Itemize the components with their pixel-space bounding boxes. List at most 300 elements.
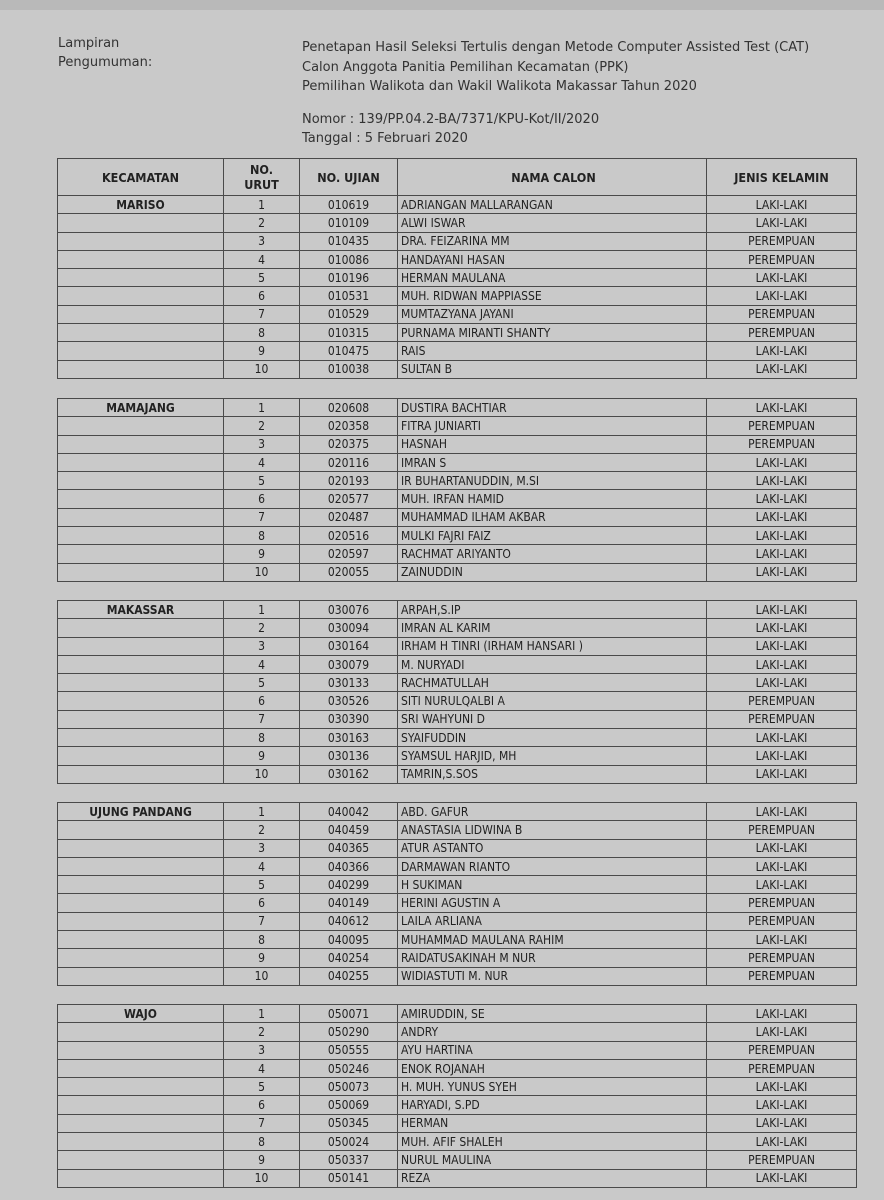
no-urut-cell: 3	[224, 637, 300, 655]
kecamatan-cell	[58, 453, 224, 471]
table-row	[58, 232, 857, 250]
nama-calon-cell: IMRAN S	[398, 453, 707, 471]
jenis-kelamin-cell: PEREMPUAN	[707, 710, 857, 728]
jenis-kelamin-cell: PEREMPUAN	[707, 821, 857, 839]
kecamatan-cell	[58, 912, 224, 930]
col-jenis-kelamin: JENIS KELAMIN	[707, 159, 857, 196]
jenis-kelamin-cell: LAKI-LAKI	[707, 269, 857, 287]
table-row	[58, 435, 857, 453]
nama-calon-cell: HASNAH	[398, 435, 707, 453]
kecamatan-cell	[58, 1023, 224, 1041]
no-urut-cell: 7	[224, 508, 300, 526]
no-urut-cell: 1	[224, 1005, 300, 1023]
no-urut-cell: 6	[224, 692, 300, 710]
nama-calon-cell: DUSTIRA BACHTIAR	[398, 399, 707, 417]
jenis-kelamin-cell: PEREMPUAN	[707, 324, 857, 342]
jenis-kelamin-cell: LAKI-LAKI	[707, 1169, 857, 1187]
section-table	[57, 1004, 857, 1188]
nama-calon-cell: IR BUHARTANUDDIN, M.SI	[398, 472, 707, 490]
jenis-kelamin-cell: LAKI-LAKI	[707, 747, 857, 765]
no-ujian-cell: 020608	[300, 399, 398, 417]
nama-calon-cell: ANASTASIA LIDWINA B	[398, 821, 707, 839]
nama-calon-cell: AYU HARTINA	[398, 1041, 707, 1059]
table-row	[58, 619, 857, 637]
jenis-kelamin-cell: LAKI-LAKI	[707, 876, 857, 894]
kecamatan-cell	[58, 710, 224, 728]
nama-calon-cell: IMRAN AL KARIM	[398, 619, 707, 637]
no-ujian-cell: 050069	[300, 1096, 398, 1114]
no-urut-cell: 2	[224, 214, 300, 232]
kecamatan-cell	[58, 490, 224, 508]
table-row	[58, 250, 857, 268]
nama-calon-cell: ARPAH,S.IP	[398, 601, 707, 619]
nama-calon-cell: M. NURYADI	[398, 655, 707, 673]
kecamatan-cell	[58, 287, 224, 305]
kecamatan-cell	[58, 857, 224, 875]
no-urut-cell: 6	[224, 490, 300, 508]
no-urut-cell: 10	[224, 360, 300, 378]
nama-calon-cell: MUHAMMAD MAULANA RAHIM	[398, 931, 707, 949]
kecamatan-cell	[58, 342, 224, 360]
kecamatan-cell	[58, 1096, 224, 1114]
no-urut-cell: 1	[224, 399, 300, 417]
table-row	[58, 747, 857, 765]
table-row	[58, 931, 857, 949]
section-table	[57, 195, 857, 379]
no-ujian-cell: 020577	[300, 490, 398, 508]
kecamatan-cell	[58, 269, 224, 287]
table-row	[58, 803, 857, 821]
jenis-kelamin-cell: PEREMPUAN	[707, 417, 857, 435]
table-row	[58, 214, 857, 232]
no-urut-cell: 5	[224, 269, 300, 287]
table-row	[58, 360, 857, 378]
nama-calon-cell: NURUL MAULINA	[398, 1151, 707, 1169]
table-row	[58, 857, 857, 875]
table-row	[58, 1059, 857, 1077]
nama-calon-cell: RAIDATUSAKINAH M NUR	[398, 949, 707, 967]
kecamatan-cell	[58, 417, 224, 435]
document-meta	[302, 110, 599, 148]
jenis-kelamin-cell: PEREMPUAN	[707, 232, 857, 250]
table-row	[58, 821, 857, 839]
no-ujian-cell: 030079	[300, 655, 398, 673]
nama-calon-cell: H SUKIMAN	[398, 876, 707, 894]
jenis-kelamin-cell: LAKI-LAKI	[707, 765, 857, 783]
nama-calon-cell: TAMRIN,S.SOS	[398, 765, 707, 783]
table-row	[58, 287, 857, 305]
no-urut-cell: 9	[224, 342, 300, 360]
col-no-ujian: NO. UJIAN	[300, 159, 398, 196]
title-line-1: Penetapan Hasil Seleksi Tertulis dengan Metode Computer Assisted Test (CAT)	[302, 40, 810, 55]
table-row	[58, 637, 857, 655]
no-ujian-cell: 040095	[300, 931, 398, 949]
jenis-kelamin-cell: LAKI-LAKI	[707, 655, 857, 673]
nama-calon-cell: DRA. FEIZARINA MM	[398, 232, 707, 250]
no-ujian-cell: 020055	[300, 563, 398, 581]
table-row	[58, 342, 857, 360]
no-urut-cell: 8	[224, 729, 300, 747]
no-urut-cell: 2	[224, 417, 300, 435]
nama-calon-cell: MUMTAZYANA JAYANI	[398, 305, 707, 323]
no-urut-cell: 10	[224, 1169, 300, 1187]
kecamatan-cell	[58, 250, 224, 268]
kecamatan-cell	[58, 1059, 224, 1077]
kecamatan-cell	[58, 360, 224, 378]
no-ujian-cell: 010038	[300, 360, 398, 378]
table-row	[58, 729, 857, 747]
no-urut-cell: 5	[224, 1078, 300, 1096]
no-urut-cell: 7	[224, 1114, 300, 1132]
kecamatan-cell	[58, 967, 224, 985]
kecamatan-cell	[58, 765, 224, 783]
no-ujian-cell: 030390	[300, 710, 398, 728]
no-ujian-cell: 030136	[300, 747, 398, 765]
no-ujian-cell: 050290	[300, 1023, 398, 1041]
nama-calon-cell: SULTAN B	[398, 360, 707, 378]
table-row	[58, 765, 857, 783]
nama-calon-cell: HARYADI, S.PD	[398, 1096, 707, 1114]
table-row	[58, 545, 857, 563]
table-row	[58, 876, 857, 894]
no-urut-cell: 3	[224, 839, 300, 857]
table-row	[58, 1133, 857, 1151]
no-urut-cell: 4	[224, 453, 300, 471]
kecamatan-cell	[58, 232, 224, 250]
jenis-kelamin-cell: LAKI-LAKI	[707, 674, 857, 692]
jenis-kelamin-cell: LAKI-LAKI	[707, 214, 857, 232]
nama-calon-cell: RACHMATULLAH	[398, 674, 707, 692]
jenis-kelamin-cell: LAKI-LAKI	[707, 527, 857, 545]
no-ujian-cell: 040365	[300, 839, 398, 857]
title-line-2: Calon Anggota Panitia Pemilihan Kecamatan (PPK)	[302, 59, 629, 75]
no-ujian-cell: 040254	[300, 949, 398, 967]
no-urut-cell: 4	[224, 1059, 300, 1077]
kecamatan-cell	[58, 1133, 224, 1151]
table-row	[58, 1078, 857, 1096]
no-urut-cell: 5	[224, 674, 300, 692]
no-urut-cell: 2	[224, 821, 300, 839]
kecamatan-name: UJUNG PANDANG	[58, 803, 224, 821]
no-urut-cell: 7	[224, 710, 300, 728]
top-edge	[0, 0, 884, 10]
jenis-kelamin-cell: LAKI-LAKI	[707, 508, 857, 526]
no-ujian-cell: 020516	[300, 527, 398, 545]
kecamatan-cell	[58, 563, 224, 581]
table-row	[58, 967, 857, 985]
nomor-line: Nomor : 139/PP.04.2-BA/7371/KPU-Kot/II/2020	[302, 112, 600, 127]
kecamatan-cell	[58, 527, 224, 545]
jenis-kelamin-cell: PEREMPUAN	[707, 1059, 857, 1077]
table-row	[58, 710, 857, 728]
table-row	[58, 196, 857, 214]
col-no-urut	[224, 159, 300, 196]
no-ujian-cell: 050246	[300, 1059, 398, 1077]
kecamatan-cell	[58, 637, 224, 655]
no-ujian-cell: 050071	[300, 1005, 398, 1023]
no-ujian-cell: 020375	[300, 435, 398, 453]
no-urut-cell: 1	[224, 601, 300, 619]
jenis-kelamin-cell: LAKI-LAKI	[707, 1096, 857, 1114]
kecamatan-cell	[58, 545, 224, 563]
tanggal-line: Tanggal : 5 Februari 2020	[302, 131, 468, 146]
table-row	[58, 563, 857, 581]
kecamatan-cell	[58, 747, 224, 765]
no-ujian-cell: 040255	[300, 967, 398, 985]
no-urut-cell: 4	[224, 655, 300, 673]
no-urut-cell: 5	[224, 472, 300, 490]
nama-calon-cell: ABD. GAFUR	[398, 803, 707, 821]
jenis-kelamin-cell: PEREMPUAN	[707, 435, 857, 453]
no-urut-cell: 2	[224, 619, 300, 637]
no-urut-cell: 10	[224, 563, 300, 581]
no-urut-cell: 7	[224, 305, 300, 323]
table-row	[58, 1096, 857, 1114]
table-row	[58, 1114, 857, 1132]
nama-calon-cell: LAILA ARLIANA	[398, 912, 707, 930]
nama-calon-cell: HERMAN MAULANA	[398, 269, 707, 287]
table-row	[58, 1041, 857, 1059]
no-ujian-cell: 010196	[300, 269, 398, 287]
nama-calon-cell: REZA	[398, 1169, 707, 1187]
kecamatan-cell	[58, 1151, 224, 1169]
kecamatan-cell	[58, 876, 224, 894]
nama-calon-cell: HERINI AGUSTIN A	[398, 894, 707, 912]
no-ujian-cell: 030163	[300, 729, 398, 747]
no-ujian-cell: 010475	[300, 342, 398, 360]
kecamatan-cell	[58, 894, 224, 912]
table-row	[58, 269, 857, 287]
nama-calon-cell: ZAINUDDIN	[398, 563, 707, 581]
title-line-3: Pemilihan Walikota dan Wakil Walikota Makassar Tahun 2020	[302, 79, 697, 94]
document-title	[302, 38, 809, 97]
nama-calon-cell: HANDAYANI HASAN	[398, 250, 707, 268]
nama-calon-cell: SYAMSUL HARJID, MH	[398, 747, 707, 765]
no-urut-cell: 3	[224, 232, 300, 250]
nama-calon-cell: IRHAM H TINRI (IRHAM HANSARI )	[398, 637, 707, 655]
jenis-kelamin-cell: LAKI-LAKI	[707, 619, 857, 637]
kecamatan-cell	[58, 1114, 224, 1132]
nama-calon-cell: AMIRUDDIN, SE	[398, 1005, 707, 1023]
no-urut-cell: 8	[224, 1133, 300, 1151]
no-urut-cell: 9	[224, 747, 300, 765]
table-row	[58, 324, 857, 342]
table-row	[58, 453, 857, 471]
no-ujian-cell: 050024	[300, 1133, 398, 1151]
no-ujian-cell: 050337	[300, 1151, 398, 1169]
no-ujian-cell: 020487	[300, 508, 398, 526]
nama-calon-cell: SYAIFUDDIN	[398, 729, 707, 747]
nama-calon-cell: ADRIANGAN MALLARANGAN	[398, 196, 707, 214]
nama-calon-cell: HERMAN	[398, 1114, 707, 1132]
nama-calon-cell: FITRA JUNIARTI	[398, 417, 707, 435]
kecamatan-cell	[58, 729, 224, 747]
table-row	[58, 1169, 857, 1187]
nama-calon-cell: MUHAMMAD ILHAM AKBAR	[398, 508, 707, 526]
table-row	[58, 949, 857, 967]
no-urut-cell: 6	[224, 1096, 300, 1114]
kecamatan-cell	[58, 324, 224, 342]
jenis-kelamin-cell: LAKI-LAKI	[707, 729, 857, 747]
kecamatan-cell	[58, 472, 224, 490]
no-urut-cell: 5	[224, 876, 300, 894]
no-urut-cell: 6	[224, 287, 300, 305]
no-urut-cell: 2	[224, 1023, 300, 1041]
kecamatan-cell	[58, 1041, 224, 1059]
kecamatan-cell	[58, 674, 224, 692]
kecamatan-cell	[58, 1078, 224, 1096]
kecamatan-cell	[58, 508, 224, 526]
no-ujian-cell: 030162	[300, 765, 398, 783]
jenis-kelamin-cell: LAKI-LAKI	[707, 839, 857, 857]
no-urut-cell: 9	[224, 1151, 300, 1169]
jenis-kelamin-cell: LAKI-LAKI	[707, 601, 857, 619]
jenis-kelamin-cell: PEREMPUAN	[707, 250, 857, 268]
jenis-kelamin-cell: PEREMPUAN	[707, 967, 857, 985]
no-ujian-cell: 010315	[300, 324, 398, 342]
table-row	[58, 399, 857, 417]
no-ujian-cell: 050555	[300, 1041, 398, 1059]
attachment-label	[58, 34, 152, 72]
no-urut-cell: 6	[224, 894, 300, 912]
no-ujian-cell: 010619	[300, 196, 398, 214]
nama-calon-cell: SITI NURULQALBI A	[398, 692, 707, 710]
jenis-kelamin-cell: LAKI-LAKI	[707, 399, 857, 417]
kecamatan-cell	[58, 692, 224, 710]
table-row	[58, 692, 857, 710]
column-header-table	[57, 158, 857, 196]
kecamatan-cell	[58, 839, 224, 857]
no-urut-cell: 10	[224, 765, 300, 783]
jenis-kelamin-cell: LAKI-LAKI	[707, 803, 857, 821]
no-ujian-cell: 050073	[300, 1078, 398, 1096]
no-urut-cell: 1	[224, 803, 300, 821]
no-urut-cell: 7	[224, 912, 300, 930]
nama-calon-cell: H. MUH. YUNUS SYEH	[398, 1078, 707, 1096]
kecamatan-cell	[58, 931, 224, 949]
kecamatan-name: MAMAJANG	[58, 399, 224, 417]
pengumuman-label: Pengumuman:	[58, 55, 153, 70]
kecamatan-cell	[58, 305, 224, 323]
jenis-kelamin-cell: LAKI-LAKI	[707, 1023, 857, 1041]
table-row	[58, 508, 857, 526]
col-no-urut-line-1: NO.	[250, 162, 273, 177]
nama-calon-cell: ENOK ROJANAH	[398, 1059, 707, 1077]
no-urut-cell: 10	[224, 967, 300, 985]
nama-calon-cell: WIDIASTUTI M. NUR	[398, 967, 707, 985]
jenis-kelamin-cell: LAKI-LAKI	[707, 1078, 857, 1096]
no-ujian-cell: 040366	[300, 857, 398, 875]
no-ujian-cell: 030094	[300, 619, 398, 637]
nama-calon-cell: DARMAWAN RIANTO	[398, 857, 707, 875]
kecamatan-cell	[58, 619, 224, 637]
table-row	[58, 839, 857, 857]
kecamatan-cell	[58, 1169, 224, 1187]
nama-calon-cell: PURNAMA MIRANTI SHANTY	[398, 324, 707, 342]
section-table	[57, 398, 857, 582]
table-row	[58, 1005, 857, 1023]
no-ujian-cell: 020116	[300, 453, 398, 471]
no-urut-cell: 4	[224, 250, 300, 268]
no-ujian-cell: 030076	[300, 601, 398, 619]
no-ujian-cell: 020358	[300, 417, 398, 435]
no-ujian-cell: 030133	[300, 674, 398, 692]
no-urut-cell: 8	[224, 527, 300, 545]
jenis-kelamin-cell: LAKI-LAKI	[707, 196, 857, 214]
table-row	[58, 601, 857, 619]
section-table	[57, 802, 857, 986]
no-urut-cell: 8	[224, 324, 300, 342]
kecamatan-cell	[58, 949, 224, 967]
table-row	[58, 527, 857, 545]
jenis-kelamin-cell: LAKI-LAKI	[707, 490, 857, 508]
nama-calon-cell: MUH. IRFAN HAMID	[398, 490, 707, 508]
jenis-kelamin-cell: PEREMPUAN	[707, 912, 857, 930]
jenis-kelamin-cell: LAKI-LAKI	[707, 360, 857, 378]
col-no-urut-line-2: URUT	[244, 177, 279, 192]
table-row	[58, 1151, 857, 1169]
jenis-kelamin-cell: LAKI-LAKI	[707, 1133, 857, 1151]
no-ujian-cell: 020597	[300, 545, 398, 563]
no-urut-cell: 8	[224, 931, 300, 949]
table-row	[58, 305, 857, 323]
nama-calon-cell: ALWI ISWAR	[398, 214, 707, 232]
table-row	[58, 674, 857, 692]
no-ujian-cell: 040299	[300, 876, 398, 894]
jenis-kelamin-cell: LAKI-LAKI	[707, 287, 857, 305]
no-ujian-cell: 040042	[300, 803, 398, 821]
no-ujian-cell: 020193	[300, 472, 398, 490]
jenis-kelamin-cell: LAKI-LAKI	[707, 342, 857, 360]
jenis-kelamin-cell: LAKI-LAKI	[707, 931, 857, 949]
col-kecamatan: KECAMATAN	[58, 159, 224, 196]
kecamatan-name: MAKASSAR	[58, 601, 224, 619]
jenis-kelamin-cell: PEREMPUAN	[707, 894, 857, 912]
no-urut-cell: 9	[224, 545, 300, 563]
nama-calon-cell: RAIS	[398, 342, 707, 360]
col-nama-calon: NAMA CALON	[398, 159, 707, 196]
no-ujian-cell: 050345	[300, 1114, 398, 1132]
table-row	[58, 417, 857, 435]
nama-calon-cell: MULKI FAJRI FAIZ	[398, 527, 707, 545]
jenis-kelamin-cell: LAKI-LAKI	[707, 563, 857, 581]
no-ujian-cell: 040612	[300, 912, 398, 930]
table-row	[58, 490, 857, 508]
no-ujian-cell: 030526	[300, 692, 398, 710]
no-ujian-cell: 050141	[300, 1169, 398, 1187]
no-ujian-cell: 010531	[300, 287, 398, 305]
no-ujian-cell: 010086	[300, 250, 398, 268]
nama-calon-cell: MUH. AFIF SHALEH	[398, 1133, 707, 1151]
jenis-kelamin-cell: LAKI-LAKI	[707, 857, 857, 875]
no-urut-cell: 1	[224, 196, 300, 214]
jenis-kelamin-cell: LAKI-LAKI	[707, 637, 857, 655]
nama-calon-cell: MUH. RIDWAN MAPPIASSE	[398, 287, 707, 305]
column-header-row	[58, 159, 857, 196]
table-row	[58, 894, 857, 912]
jenis-kelamin-cell: PEREMPUAN	[707, 1041, 857, 1059]
kecamatan-cell	[58, 655, 224, 673]
kecamatan-name: MARISO	[58, 196, 224, 214]
jenis-kelamin-cell: PEREMPUAN	[707, 1151, 857, 1169]
table-row	[58, 912, 857, 930]
nama-calon-cell: ATUR ASTANTO	[398, 839, 707, 857]
jenis-kelamin-cell: LAKI-LAKI	[707, 1114, 857, 1132]
no-ujian-cell: 010529	[300, 305, 398, 323]
nama-calon-cell: ANDRY	[398, 1023, 707, 1041]
no-ujian-cell: 030164	[300, 637, 398, 655]
table-row	[58, 472, 857, 490]
